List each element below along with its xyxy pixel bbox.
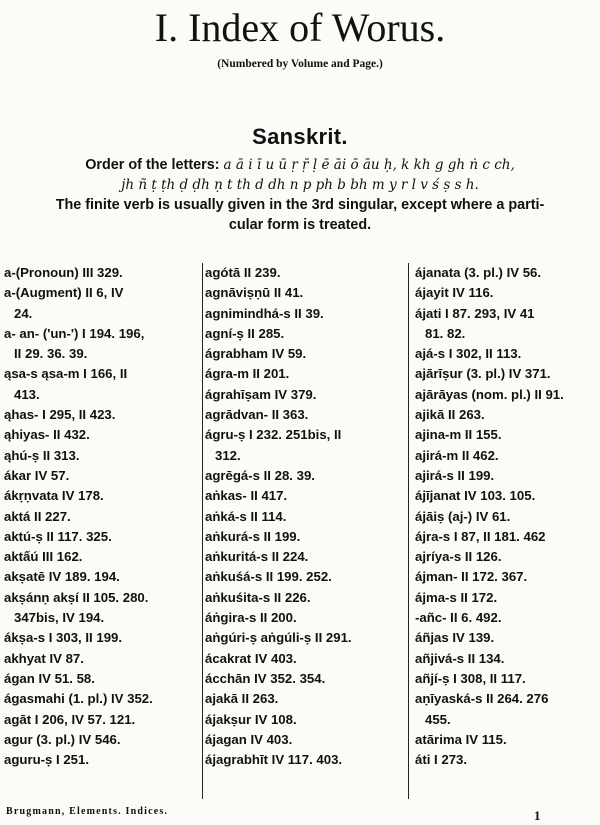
index-entry — [205, 304, 401, 324]
entry-main: aṇīyaská-s II 264. 276 — [415, 691, 549, 707]
letters-line-2: jh ñ ṭ ṭh ḍ ḍh ṇ t th d dh n p ph b bh m y r l v ś ṣ s h. — [121, 176, 479, 193]
index-column-3 — [415, 263, 597, 799]
entry-main: ájma-s II 172. — [415, 589, 498, 605]
entry-continuation: II 29. 36. 39. — [14, 346, 88, 362]
index-entry — [4, 649, 198, 669]
entry-main: ajārīṣur (3. pl.) IV 371. — [415, 366, 551, 382]
index-entry — [205, 486, 401, 506]
entry-main: aṅkas- II 417. — [205, 488, 288, 504]
page-mark: 1 — [534, 808, 541, 823]
index-entry — [415, 446, 597, 466]
index-entry — [4, 567, 198, 587]
index-entry — [205, 263, 401, 283]
entry-main: aguru-ṣ I 251. — [4, 752, 90, 768]
entry-main: añjí-ṣ I 308, II 117. — [415, 670, 526, 686]
entry-main: ákar IV 57. — [4, 467, 70, 483]
entry-main: agrādvan- II 363. — [205, 407, 309, 423]
entry-main: aktú-ṣ II 117. 325. — [4, 528, 112, 544]
index-entry — [415, 385, 597, 405]
entry-continuation: 81. 82. — [425, 325, 466, 341]
index-entry — [415, 466, 597, 486]
finite-verb-note-1: The finite verb is usually given in the 3rd singular, except where a parti- — [55, 197, 545, 213]
entry-main: a-(Pronoun) III 329. — [4, 265, 123, 280]
entry-main: ájra-s I 87, II 181. 462 — [415, 528, 546, 544]
page-title: I. Index of Worus. — [154, 5, 446, 50]
index-entry — [415, 283, 597, 303]
index-entry — [205, 385, 401, 405]
entry-main: agnāviṣṇū II 41. — [205, 285, 304, 301]
index-entry — [4, 466, 198, 486]
entry-main: agrēgá-s II 28. 39. — [205, 467, 315, 483]
entry-continuation: 455. — [425, 711, 451, 727]
entry-main: ajirá-s II 199. — [415, 467, 495, 483]
entry-main: áti I 273. — [415, 752, 468, 768]
index-entry — [4, 669, 198, 689]
index-column-2 — [205, 263, 401, 799]
entry-main: a- an- ('un-') I 194. 196, — [4, 325, 145, 341]
entry-main: agur (3. pl.) IV 546. — [4, 731, 121, 747]
entry-main: ajirá-m II 462. — [415, 447, 499, 463]
index-column-1 — [4, 263, 198, 799]
index-entry — [205, 547, 401, 567]
index-entry — [205, 608, 401, 628]
entry-continuation: 312. — [215, 447, 241, 463]
entry-main: ágan IV 51. 58. — [4, 670, 95, 686]
index-entry — [415, 588, 597, 608]
index-entry — [4, 588, 198, 629]
entry-main: ácchān IV 352. 354. — [205, 670, 326, 686]
index-entry — [4, 486, 198, 506]
order-label: Order of the letters: — [85, 157, 220, 173]
entry-main: aṅkuritá-s II 224. — [205, 549, 309, 565]
index-entry — [205, 527, 401, 547]
entry-main: aktá II 227. — [4, 508, 71, 524]
entry-main: ąhas- I 295, II 423. — [4, 407, 116, 423]
entry-continuation: 24. — [14, 305, 33, 321]
entry-main: áñjas IV 139. — [415, 630, 495, 646]
index-entry — [205, 405, 401, 425]
index-entry — [415, 344, 597, 364]
index-entry — [205, 628, 401, 648]
index-entry — [415, 649, 597, 669]
entry-main: aṅká-s II 114. — [205, 508, 287, 524]
entry-main: agnimindhá-s II 39. — [205, 305, 324, 321]
entry-main: aṅkuśita-s II 226. — [205, 589, 311, 605]
entry-main: ąhiyas- II 432. — [4, 427, 90, 443]
entry-main: aṅgúri-ṣ aṅgúli-ṣ II 291. — [205, 630, 352, 646]
index-entry — [415, 547, 597, 567]
finite-verb-note-2: cular form is treated. — [228, 216, 372, 233]
index-entry — [4, 446, 198, 466]
entry-main: ágru-ṣ I 232. 251bis, II — [205, 427, 342, 443]
index-entry — [205, 364, 401, 384]
intro-block — [2, 156, 598, 235]
entry-main: akṣatē IV 189. 194. — [4, 569, 120, 585]
index-entry — [205, 669, 401, 689]
column-divider — [202, 263, 203, 799]
entry-main: ágasmahi (1. pl.) IV 352. — [4, 691, 153, 707]
index-entry — [4, 547, 198, 567]
entry-main: ajina-m II 155. — [415, 427, 502, 443]
index-entry — [4, 750, 198, 770]
index-entry — [415, 507, 597, 527]
entry-main: aktấú III 162. — [4, 549, 83, 565]
entry-main: ájman- II 172. 367. — [415, 569, 528, 585]
entry-main: ajārāyas (nom. pl.) II 91. — [415, 386, 564, 402]
entry-main: ájanata (3. pl.) IV 56. — [415, 265, 542, 280]
section-heading: Sanskrit. — [252, 124, 348, 149]
index-entry — [205, 730, 401, 750]
entry-main: ákṛṇvata IV 178. — [4, 488, 104, 504]
index-entry — [4, 324, 198, 365]
entry-main: ájakṣur IV 108. — [205, 711, 297, 727]
entry-main: ágrahīṣam IV 379. — [205, 386, 317, 402]
index-entry — [205, 649, 401, 669]
index-entry — [415, 364, 597, 384]
entry-main: agótā II 239. — [205, 265, 281, 280]
entry-main: ájījanat IV 103. 105. — [415, 488, 536, 504]
entry-main: ájāiṣ (aj-) IV 61. — [415, 508, 511, 524]
index-entry — [205, 344, 401, 364]
index-entry — [205, 466, 401, 486]
entry-main: ájayit IV 116. — [415, 285, 494, 301]
index-entry — [4, 405, 198, 425]
index-entry — [415, 608, 597, 628]
index-entry — [415, 669, 597, 689]
index-entry — [205, 507, 401, 527]
index-entry — [415, 527, 597, 547]
index-entry — [205, 567, 401, 587]
entry-main: ajríya-s II 126. — [415, 549, 502, 565]
index-entry — [205, 283, 401, 303]
index-entry — [4, 425, 198, 445]
entry-main: ájagan IV 403. — [205, 731, 293, 747]
entry-main: ajá-s I 302, II 113. — [415, 346, 522, 362]
page-subtitle: (Numbered by Volume and Page.) — [217, 58, 383, 70]
entry-main: aṅkuśá-s II 199. 252. — [205, 569, 332, 585]
entry-main: akṣánṇ akṣí II 105. 280. — [4, 589, 149, 605]
entry-main: ágrabham IV 59. — [205, 346, 307, 362]
index-entry — [415, 750, 597, 770]
index-entry — [205, 324, 401, 344]
entry-continuation: 413. — [14, 386, 40, 402]
index-entry — [415, 304, 597, 345]
entry-main: ąsa-s ąsa-m I 166, II — [4, 366, 128, 382]
index-entry — [205, 750, 401, 770]
letters-line-1: a ā i ī u ū ṛ ṝ ḷ ē āi ō āu ḥ, k kh g gh ṅ c ch, — [223, 157, 515, 173]
index-entry — [4, 527, 198, 547]
index-entry — [4, 507, 198, 527]
index-entry — [205, 588, 401, 608]
index-entry — [415, 689, 597, 730]
entry-main: ajakā II 263. — [205, 691, 279, 707]
index-entry — [205, 710, 401, 730]
column-divider — [408, 263, 409, 799]
entry-main: ákṣa-s I 303, II 199. — [4, 630, 123, 646]
entry-continuation: 347bis, IV 194. — [14, 610, 105, 626]
entry-main: aṅkurá-s II 199. — [205, 528, 301, 544]
entry-main: áṅgira-s II 200. — [205, 610, 297, 626]
footer-text: Brugmann, Elements. Indices. — [6, 806, 169, 817]
entry-main: agāt I 206, IV 57. 121. — [4, 711, 136, 727]
index-entry — [4, 710, 198, 730]
entry-main: ájagrabhīt IV 117. 403. — [205, 752, 343, 768]
entry-main: agní-ṣ II 285. — [205, 325, 285, 341]
index-entry — [415, 486, 597, 506]
index-entry — [415, 730, 597, 750]
entry-main: ágra-m II 201. — [205, 366, 290, 382]
index-entry — [205, 689, 401, 709]
index-entry — [415, 263, 597, 283]
index-entry — [4, 364, 198, 405]
index-entry — [4, 730, 198, 750]
entry-main: ajikā II 263. — [415, 407, 485, 423]
entry-main: ácakrat IV 403. — [205, 650, 297, 666]
index-entry — [415, 567, 597, 587]
index-entry — [415, 425, 597, 445]
entry-main: añjivá-s II 134. — [415, 650, 505, 666]
entry-main: atārima IV 115. — [415, 731, 507, 747]
index-entry — [4, 689, 198, 709]
entry-main: ąhú-ṣ II 313. — [4, 447, 80, 463]
entry-main: akhyat IV 87. — [4, 650, 84, 666]
index-entry — [4, 283, 198, 324]
entry-main: -añc- II 6. 492. — [415, 610, 502, 626]
letter-order-line — [2, 156, 598, 176]
entry-main: a-(Augment) II 6, IV — [4, 285, 124, 301]
index-entry — [4, 628, 198, 648]
index-entry — [205, 425, 401, 466]
index-entry — [4, 263, 198, 283]
entry-main: ájati I 87. 293, IV 41 — [415, 305, 535, 321]
index-columns — [4, 263, 596, 799]
index-entry — [415, 405, 597, 425]
index-entry — [415, 628, 597, 648]
